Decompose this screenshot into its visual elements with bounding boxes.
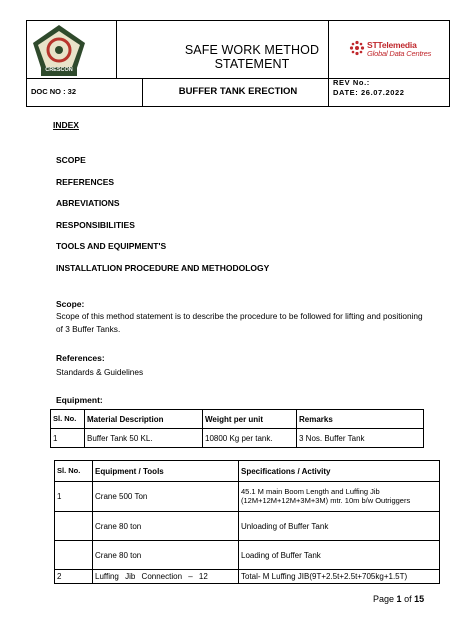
st-telemedia-logo-icon: [349, 40, 365, 56]
material-table: [50, 409, 424, 448]
table-cell: [55, 541, 93, 570]
table-cell: Unloading of Buffer Tank: [239, 512, 440, 541]
table-cell: Luffing Jib Connection – 12: [93, 570, 239, 584]
table-header-cell: Sl. No.: [55, 461, 93, 482]
table-cell: 45.1 M main Boom Length and Luffing Jib (12M+12M+12M+3M+3M) mtr. 10m b/w Outriggers: [239, 482, 440, 512]
table-header-cell: Remarks: [297, 410, 424, 429]
table-cell: Total- M Luffing JIB(9T+2.5t+2.5t+705kg+1.5T): [239, 570, 440, 584]
table-row: [55, 541, 440, 570]
table-header-cell: Specifications / Activity: [239, 461, 440, 482]
table-cell: Crane 80 ton: [93, 541, 239, 570]
table-header-row: [51, 410, 424, 429]
table-cell: Crane 80 ton: [93, 512, 239, 541]
table-cell: Loading of Buffer Tank: [239, 541, 440, 570]
brand-name: STTelemedia: [367, 40, 417, 50]
table-cell: Crane 500 Ton: [93, 482, 239, 512]
page-number: 1: [396, 594, 402, 604]
table-header-row: [55, 461, 440, 482]
crescon-logo-icon: [29, 23, 89, 77]
table-header-cell: Weight per unit: [203, 410, 297, 429]
table-row: [51, 429, 424, 448]
index-heading: INDEX: [53, 120, 79, 130]
of-word: of: [404, 594, 412, 604]
page-title: SAFE WORK METHOD STATEMENT: [184, 43, 320, 71]
index-item: INSTALLATLION PROCEDURE AND METHODOLOGY: [56, 263, 270, 273]
table-header-cell: Sl. No.: [51, 410, 85, 429]
table-cell: 1: [55, 482, 93, 512]
st-telemedia-logo: [349, 39, 449, 61]
tools-table: [54, 460, 440, 584]
page-total: 15: [414, 594, 425, 604]
table-cell: [55, 512, 93, 541]
references-heading: References:: [56, 353, 105, 363]
index-item: REFERENCES: [56, 177, 115, 187]
index-item: ABREVIATIONS: [56, 198, 120, 208]
scope-text: Scope of this method statement is to describe the procedure to be followed for lifting and positioning of 3 Buffer Tanks.: [56, 311, 423, 334]
doc-title: BUFFER TANK ERECTION: [178, 86, 298, 97]
table-cell: 10800 Kg per tank.: [203, 429, 297, 448]
table-header-cell: Equipment / Tools: [93, 461, 239, 482]
doc-number: DOC NO : 32: [31, 87, 77, 96]
header-divider: [27, 78, 449, 79]
logo-caption: CRESCON: [45, 67, 73, 73]
document-header: [26, 20, 450, 107]
index-item: TOOLS AND EQUIPMENT'S: [56, 241, 167, 251]
references-text: Standards & Guidelines: [56, 367, 144, 377]
table-cell: 1: [51, 429, 85, 448]
scope-heading: Scope:: [56, 299, 85, 309]
index-item: RESPONSIBILITIES: [56, 220, 135, 230]
table-cell: 2: [55, 570, 93, 584]
equipment-heading: Equipment:: [56, 395, 103, 405]
index-item: SCOPE: [56, 155, 86, 165]
table-row: [55, 512, 440, 541]
page-word: Page: [373, 594, 395, 604]
table-row: [55, 482, 440, 512]
table-header-cell: Material Description: [85, 410, 203, 429]
doc-date: DATE: 26.07.2022: [333, 88, 405, 97]
revision-number: REV No.:: [333, 78, 370, 87]
brand-subtitle: Global Data Centres: [367, 49, 432, 58]
table-cell: 3 Nos. Buffer Tank: [297, 429, 424, 448]
header-divider: [116, 21, 117, 78]
header-divider: [142, 78, 143, 106]
table-cell: Buffer Tank 50 KL.: [85, 429, 203, 448]
table-row: [55, 570, 440, 584]
page-counter: [373, 594, 424, 604]
